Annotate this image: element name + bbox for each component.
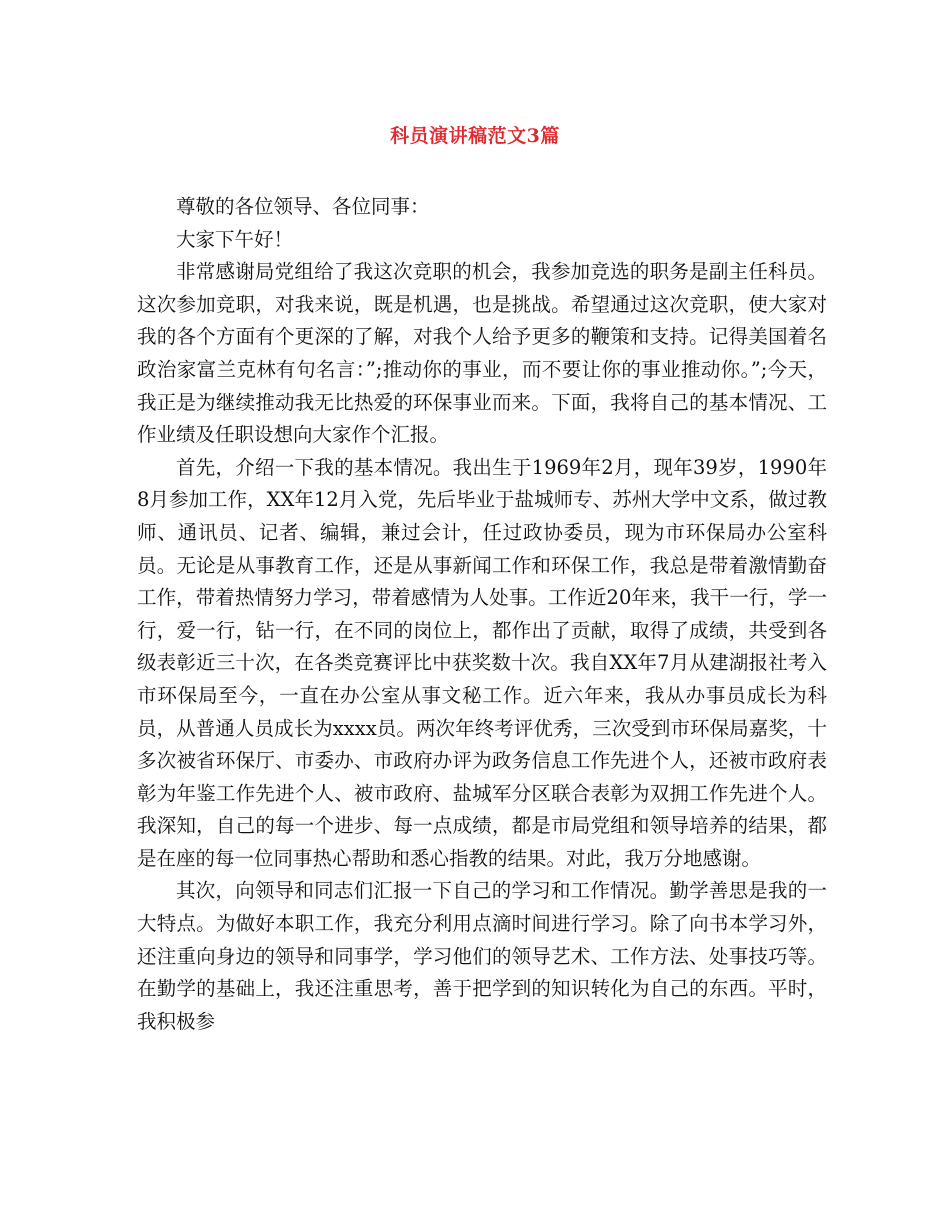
document-body <box>137 191 827 1038</box>
paragraph-study-work: 其次，向领导和同志们汇报一下自己的学习和工作情况。勤学善思是我的一大特点。为做好本职工作，我充分利用点滴时间进行学习。除了向书本学习外，还注重向身边的领导和同事学，学习他们的领导艺术、工作方法、处事技巧等。在勤学的基础上，我还注重思考，善于把学到的知识转化为自己的东西。平时，我积极参 <box>137 879 827 1033</box>
salutation: 尊敬的各位领导、各位同事： <box>176 195 430 218</box>
paragraph-intro: 非常感谢局党组给了我这次竞职的机会，我参加竞选的职务是副主任科员。这次参加竞职，对我来说，既是机遇，也是挑战。希望通过这次竞职，使大家对我的各个方面有个更深的了解，对我个人给予更多的鞭策和支持。记得美国着名政治家富兰克林有句名言：”;推动你的事业，而不要让你的事业推动你。”;今天，我正是为继续推动我无比热爱的环保事业而来。下面，我将自己的基本情况、工作业绩及任职设想向大家作个汇报。 <box>137 260 827 447</box>
document-title: 科员演讲稿范文3篇 <box>390 125 560 147</box>
paragraph-background: 首先，介绍一下我的基本情况。我出生于1969年2月，现年39岁，1990年8月参加工作，XX年12月入党，先后毕业于盐城师专、苏州大学中文系，做过教师、通讯员、记者、编辑，兼过会计，任过政协委员，现为市环保局办公室科员。无论是从事教育工作，还是从事新闻工作和环保工作，我总是带着激情勤奋工作，带着热情努力学习，带着感情为人处事。工作近20年来，我干一行，学一行，爱一行，钻一行，在不同的岗位上，都作出了贡献，取得了成绩，共受到各级表彰近三十次，在各类竞赛评比中获奖数十次。我自XX年7月从建湖报社考入市环保局至今，一直在办公室从事文秘工作。近六年来，我从办事员成长为科员，从普通人员成长为xxxx员。两次年终考评优秀，三次受到市环保局嘉奖，十多次被省环保厅、市委办、市政府办评为政务信息工作先进个人，还被市政府表彰为年鉴工作先进个人、被市政府、盐城军分区联合表彰为双拥工作先进个人。我深知，自己的每一个进步、每一点成绩，都是市局党组和领导培养的结果，都是在座的每一位同事热心帮助和悉心指教的结果。对此，我万分地感谢。 <box>137 455 827 870</box>
greeting: 大家下午好！ <box>176 227 294 251</box>
